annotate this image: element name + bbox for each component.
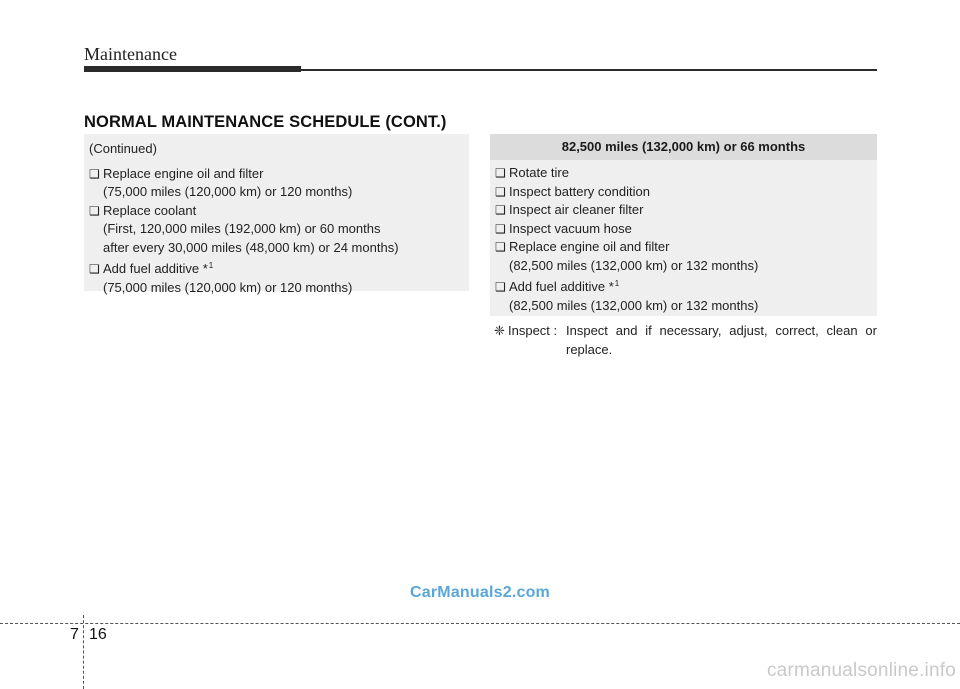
checkbox-icon: ❑ [495, 221, 506, 236]
page-number: 16 [89, 626, 107, 643]
schedule-item [89, 202, 469, 221]
item-label: Add fuel additive * [509, 279, 614, 294]
item-label: Inspect vacuum hose [509, 220, 632, 236]
item-label: Add fuel additive * [103, 261, 208, 276]
continued-label: (Continued) [89, 141, 157, 156]
schedule-item [89, 257, 469, 279]
note-mark-icon: ❈ [494, 323, 505, 338]
note-text: Inspect and if necessary, adjust, correct, clean or replace. [566, 323, 877, 357]
item-interval: (82,500 miles (132,000 km) or 132 months) [509, 297, 759, 313]
checkbox-icon: ❑ [89, 262, 100, 276]
item-interval: after every 30,000 miles (48,000 km) or 24 months) [103, 239, 399, 255]
item-label: Inspect air cleaner filter [509, 202, 644, 217]
schedule-item [495, 238, 877, 257]
continued-schedule-box [84, 134, 469, 295]
site-watermark: CarManuals2.com [410, 584, 550, 601]
checkbox-icon: ❑ [495, 280, 506, 294]
interval-schedule-box [490, 160, 877, 316]
footer-vertical-divider [83, 615, 84, 689]
section-title: NORMAL MAINTENANCE SCHEDULE (CONT.) [84, 113, 447, 131]
footnote-marker: 1 [614, 279, 620, 288]
checkbox-icon: ❑ [89, 166, 100, 181]
item-interval: (82,500 miles (132,000 km) or 132 months) [509, 257, 759, 273]
item-interval: (First, 120,000 miles (192,000 km) or 60 months [103, 221, 381, 236]
item-label: Replace engine oil and filter [509, 239, 670, 254]
footer-watermark: carmanualsonline.info [766, 660, 956, 681]
footer-divider [0, 623, 960, 624]
schedule-item [495, 183, 877, 202]
note-label: Inspect : [508, 323, 558, 338]
schedule-item [495, 164, 877, 183]
item-label: Replace coolant [103, 202, 197, 218]
checkbox-icon: ❑ [89, 203, 100, 218]
item-label: Inspect battery condition [509, 183, 650, 199]
schedule-item [495, 201, 877, 220]
checkbox-icon: ❑ [495, 240, 506, 254]
checkbox-icon: ❑ [495, 166, 506, 180]
chapter-number: 7 [70, 626, 79, 643]
footnote-marker: 1 [208, 261, 214, 270]
schedule-item [495, 275, 877, 297]
header-rule-thick [84, 66, 301, 72]
header-title: Maintenance [84, 44, 177, 64]
checkbox-icon: ❑ [495, 184, 506, 199]
item-interval: (75,000 miles (120,000 km) or 120 months) [103, 184, 353, 199]
schedule-item [495, 220, 877, 239]
schedule-item [89, 165, 469, 184]
item-label: Rotate tire [509, 165, 569, 180]
inspect-note [494, 322, 877, 359]
checkbox-icon: ❑ [495, 203, 506, 217]
header-rule-thin [301, 69, 877, 71]
item-interval: (75,000 miles (120,000 km) or 120 months) [103, 279, 353, 295]
item-label: Replace engine oil and filter [103, 165, 264, 181]
schedule-interval-heading: 82,500 miles (132,000 km) or 66 months [490, 134, 877, 160]
